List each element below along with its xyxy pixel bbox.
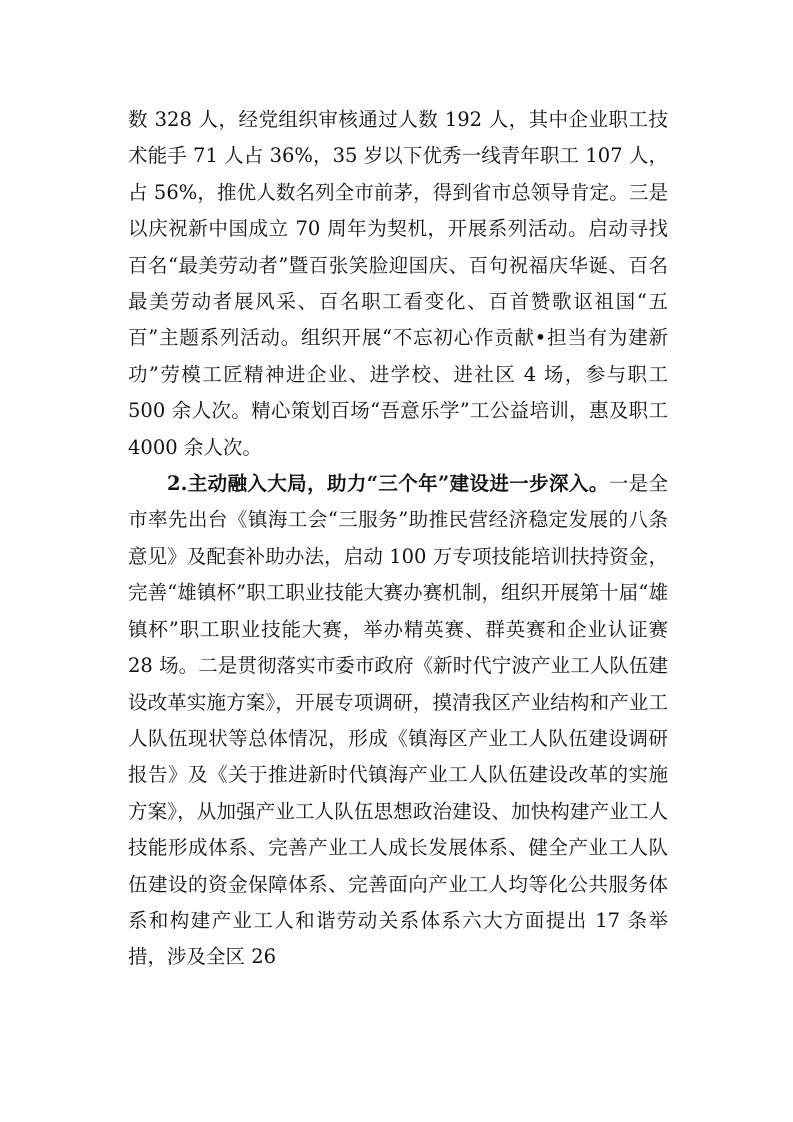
paragraph-1-text: 数 328 人，经党组织审核通过人数 192 人，其中企业职工技术能手 71 人占 36%，35 岁以下优秀一线青年职工 107 人，占 56%，推优人数名列全市前茅，得到省市总领导肯定。三是以庆祝新中国成立 70 周年为契机，开展系列活动。启动寻找百名“最美劳动者”暨百张笑脸迎国庆、百句祝福庆华诞、百名最美劳动者展风采、百名职工看变化、百首赞歌讴祖国“五百”主题系列活动。组织开展“不忘初心作贡献•担当有为建新功”劳模工匠精神进企业、进学校、进社区 4 场，参与职工 500 余人次。精心策划百场“吾意乐学”工公益培训，惠及职工 4000 余人次。 bbox=[128, 108, 668, 459]
paragraph-1 bbox=[128, 102, 668, 466]
paragraph-2-heading: 2.主动融入大局，助力“三个年”建设进一步深入。 bbox=[167, 472, 609, 496]
document-body bbox=[128, 102, 668, 976]
paragraph-2-text: 一是全市率先出台《镇海工会“三服务”助推民营经济稳定发展的八条意见》及配套补助办法，启动 100 万专项技能培训扶持资金，完善“雄镇杯”职工职业技能大赛办赛机制，组织开展第十届“雄镇杯”职工职业技能大赛，举办精英赛、群英赛和企业认证赛 28 场。二是贯彻落实市委市政府《新时代宁波产业工人队伍建设改革实施方案》，开展专项调研，摸清我区产业结构和产业工人队伍现状等总体情况，形成《镇海区产业工人队伍建设调研报告》及《关于推进新时代镇海产业工人队伍建设改革的实施方案》，从加强产业工人队伍思想政治建设、加快构建产业工人技能形成体系、完善产业工人成长发展体系、健全产业工人队伍建设的资金保障体系、完善面向产业工人均等化公共服务体系和构建产业工人和谐劳动关系体系六大方面提出 17 条举措，涉及全区 26 bbox=[128, 472, 668, 969]
paragraph-2 bbox=[128, 466, 668, 976]
